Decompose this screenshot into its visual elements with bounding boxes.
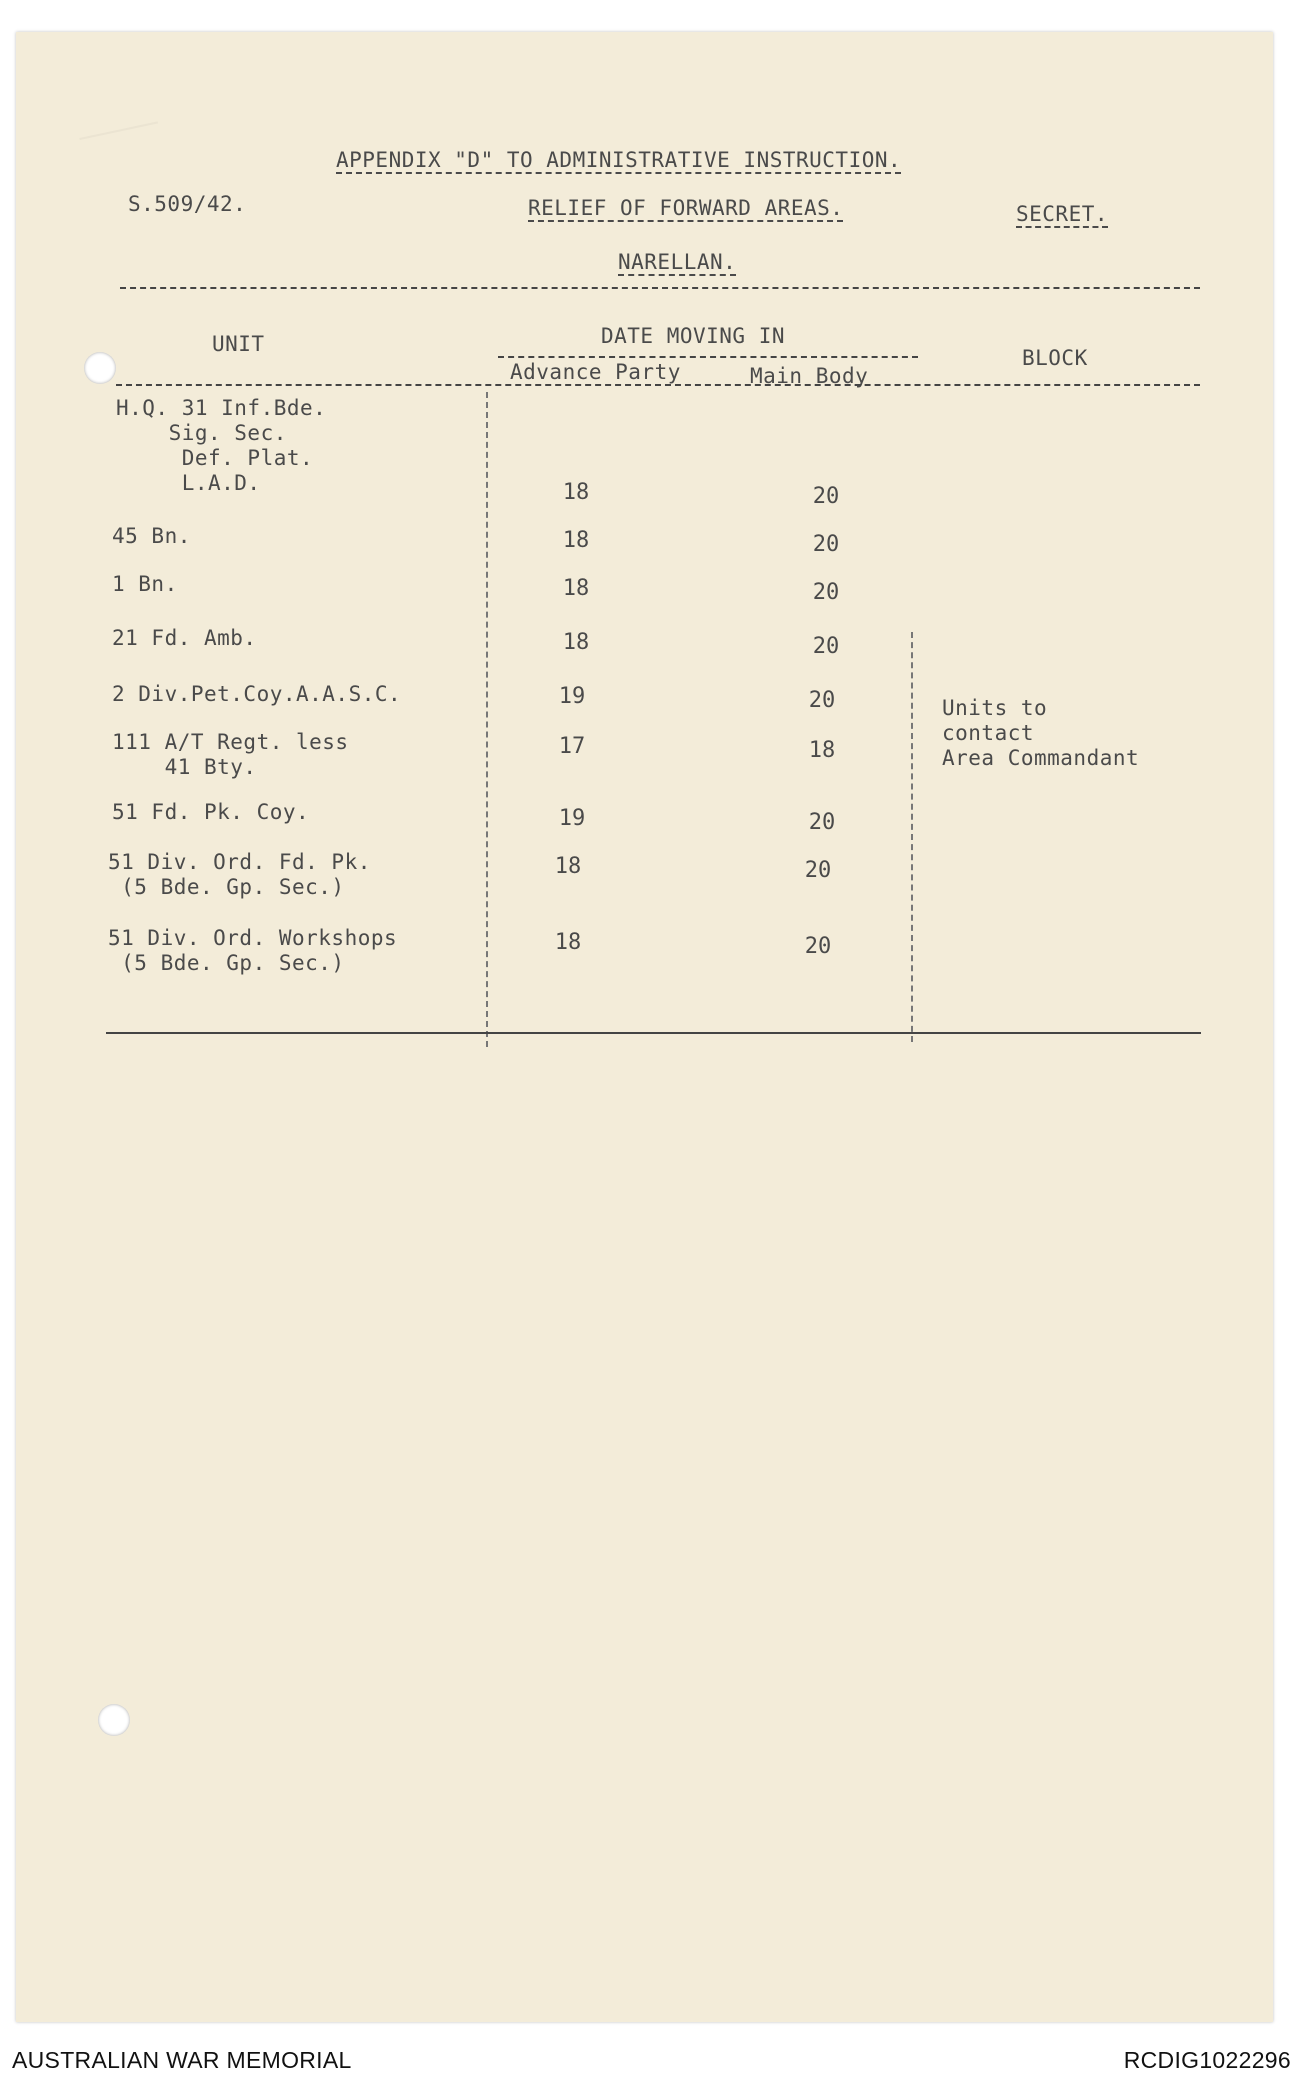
date-moving-in-header: DATE MOVING IN [601, 324, 786, 348]
unit-column-header: UNIT [212, 332, 265, 356]
main-body-cell: 20 [812, 484, 840, 509]
main-body-cell: 20 [804, 934, 832, 959]
main-body-cell: 20 [804, 858, 832, 883]
main-body-cell: 20 [808, 810, 836, 835]
unit-cell: 51 Div. Ord. Fd. Pk. (5 Bde. Gp. Sec.) [108, 850, 371, 899]
advance-party-cell: 19 [558, 806, 586, 831]
appendix-title: APPENDIX "D" TO ADMINISTRATIVE INSTRUCTION. [336, 148, 902, 172]
advance-party-cell: 17 [558, 734, 586, 759]
table-header-rule [116, 384, 1200, 386]
main-body-cell: 20 [812, 580, 840, 605]
reference-number: S.509/42. [128, 192, 247, 216]
unit-column-divider [486, 392, 488, 1047]
advance-party-cell: 18 [554, 854, 582, 879]
advance-party-cell: 19 [558, 684, 586, 709]
unit-cell: 111 A/T Regt. less 41 Bty. [112, 730, 349, 779]
header-rule [120, 287, 1200, 289]
advance-party-cell: 18 [562, 480, 590, 505]
punch-hole-bottom [98, 1704, 130, 1736]
unit-cell: 1 Bn. [112, 572, 178, 596]
document-page [16, 32, 1273, 2022]
unit-cell: 51 Div. Ord. Workshops (5 Bde. Gp. Sec.) [108, 926, 398, 975]
unit-cell: H.Q. 31 Inf.Bde. Sig. Sec. Def. Plat. L.A.D. [116, 396, 327, 495]
subject-heading: RELIEF OF FORWARD AREAS. [528, 196, 844, 220]
location-heading: NARELLAN. [618, 250, 737, 274]
main-body-header: Main Body [750, 364, 869, 388]
unit-cell: 51 Fd. Pk. Coy. [112, 800, 310, 824]
block-column-header: BLOCK [1022, 346, 1088, 370]
block-column-divider [911, 632, 913, 1042]
advance-party-cell: 18 [562, 576, 590, 601]
punch-hole-top [84, 352, 116, 384]
advance-party-cell: 18 [562, 528, 590, 553]
advance-party-cell: 18 [562, 630, 590, 655]
table-bottom-rule [106, 1032, 1201, 1034]
unit-cell: 21 Fd. Amb. [112, 626, 257, 650]
unit-cell: 45 Bn. [112, 524, 191, 548]
footer-catalogue-id: RCDIG1022296 [1123, 2047, 1291, 2073]
block-note: Units to contact Area Commandant [942, 696, 1140, 770]
main-body-cell: 20 [808, 688, 836, 713]
advance-party-cell: 18 [554, 930, 582, 955]
embossed-mark [74, 96, 158, 140]
footer-archive-name: AUSTRALIAN WAR MEMORIAL [12, 2047, 352, 2073]
unit-cell: 2 Div.Pet.Coy.A.A.S.C. [112, 682, 402, 706]
advance-party-header: Advance Party [510, 360, 681, 384]
main-body-cell: 18 [808, 738, 836, 763]
main-body-cell: 20 [812, 634, 840, 659]
classification-label: SECRET. [1016, 202, 1109, 226]
main-body-cell: 20 [812, 532, 840, 557]
date-group-rule [498, 356, 918, 358]
